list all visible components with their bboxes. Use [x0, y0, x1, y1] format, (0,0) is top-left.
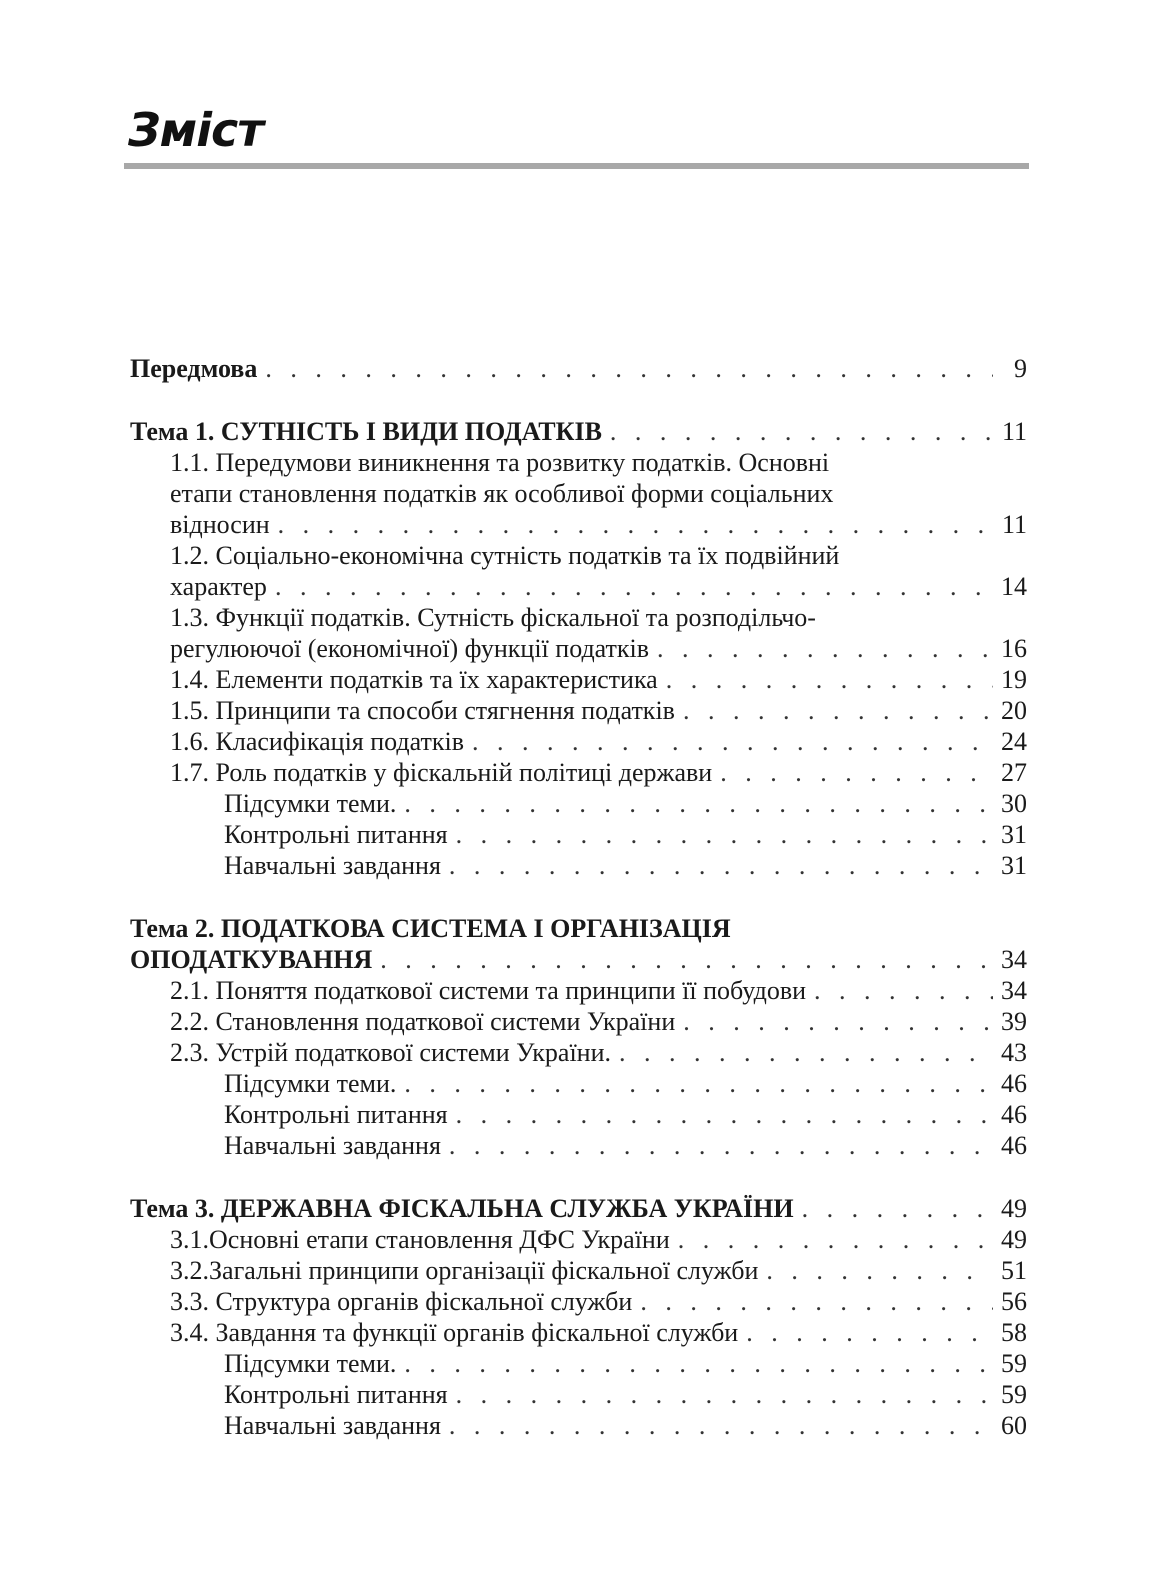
toc-entry-topic-1-tasks[interactable] [130, 850, 1027, 881]
toc-page-number: 49 [1001, 1225, 1027, 1254]
leader-dots [275, 571, 993, 602]
toc-entry-title: Контрольні питання [224, 1100, 448, 1129]
toc-entry-topic-1-summary[interactable] [130, 788, 1027, 819]
toc-entry-line: Тема 2. ПОДАТКОВА СИСТЕМА І ОРГАНІЗАЦІЯ [130, 914, 731, 943]
toc-page-number: 34 [1001, 976, 1027, 1005]
toc-page-number: 60 [1001, 1411, 1027, 1440]
toc-entry-title: Підсумки теми. [224, 1069, 397, 1098]
title-underline [124, 163, 1029, 169]
toc-entry-topic-1[interactable] [130, 416, 1027, 447]
toc-entry-title: Навчальні завдання [224, 1411, 441, 1440]
toc-entry-title: Передмова [130, 354, 258, 383]
toc-entry-title: 3.3. Структура органів фіскальної служби [170, 1287, 633, 1316]
leader-dots [449, 850, 993, 881]
toc-page-number: 20 [1001, 696, 1027, 725]
toc-page-number: 56 [1001, 1287, 1027, 1316]
toc-entry-1-7[interactable] [130, 757, 1027, 788]
toc-page-number: 11 [1001, 510, 1027, 539]
toc-entry-line: характер [170, 572, 267, 601]
toc-entry-title: 1.7. Роль податків у фіскальній політиці держави [170, 758, 713, 787]
toc-entry-title: 3.4. Завдання та функції органів фіскальної служби [170, 1318, 739, 1347]
leader-dots [404, 1068, 993, 1099]
toc-entry-title: 1.4. Елементи податків та їх характеристика [170, 665, 658, 694]
toc-page-number: 59 [1001, 1349, 1027, 1378]
toc-entry-3-4[interactable] [130, 1317, 1027, 1348]
leader-dots [456, 1099, 993, 1130]
toc-page-number: 51 [1001, 1256, 1027, 1285]
leader-dots [449, 1410, 993, 1441]
leader-dots [472, 726, 993, 757]
page-title: Зміст [128, 103, 263, 157]
toc-entry-topic-2[interactable] [130, 913, 1027, 975]
leader-dots [766, 1255, 993, 1286]
leader-dots [404, 1348, 993, 1379]
toc-entry-title: 3.2.Загальні принципи організації фіскальної служби [170, 1256, 759, 1285]
toc-page-number: 46 [1001, 1100, 1027, 1129]
toc-page-number: 58 [1001, 1318, 1027, 1347]
leader-dots [678, 1224, 993, 1255]
toc-entry-preface[interactable] [130, 353, 1027, 384]
toc-entry-line: ОПОДАТКУВАННЯ [130, 945, 373, 974]
toc-entry-topic-3[interactable] [130, 1193, 1027, 1224]
toc-entry-title: Навчальні завдання [224, 1131, 441, 1160]
leader-dots [404, 788, 993, 819]
leader-dots [683, 695, 993, 726]
toc-page-number: 31 [1001, 820, 1027, 849]
toc-page-number: 49 [1001, 1194, 1027, 1223]
toc-entry-topic-2-tasks[interactable] [130, 1130, 1027, 1161]
toc-page-number: 59 [1001, 1380, 1027, 1409]
toc-entry-title: 2.3. Устрій податкової системи України. [170, 1038, 612, 1067]
toc-entry-topic-3-summary[interactable] [130, 1348, 1027, 1379]
toc-entry-3-2[interactable] [130, 1255, 1027, 1286]
toc-entry-topic-2-summary[interactable] [130, 1068, 1027, 1099]
toc-entry-2-1[interactable] [130, 975, 1027, 1006]
toc-entry-line: відносин [170, 510, 270, 539]
toc-page-number: 39 [1001, 1007, 1027, 1036]
toc-entry-topic-3-questions[interactable] [130, 1379, 1027, 1410]
toc-entry-title: Тема 1. СУТНІСТЬ І ВИДИ ПОДАТКІВ [130, 417, 602, 446]
leader-dots [657, 633, 993, 664]
leader-dots [666, 664, 993, 695]
toc-entry-3-1[interactable] [130, 1224, 1027, 1255]
toc-entry-2-2[interactable] [130, 1006, 1027, 1037]
toc-page-number: 11 [1001, 417, 1027, 446]
toc-page-number: 27 [1001, 758, 1027, 787]
toc-entry-2-3[interactable] [130, 1037, 1027, 1068]
toc-entry-1-5[interactable] [130, 695, 1027, 726]
toc-entry-1-6[interactable] [130, 726, 1027, 757]
toc-entry-topic-2-questions[interactable] [130, 1099, 1027, 1130]
toc-entry-title: 1.5. Принципи та способи стягнення податків [170, 696, 675, 725]
leader-dots [265, 353, 993, 384]
toc-entry-line: регулюючої (економічної) функції податків [170, 634, 650, 663]
leader-dots [814, 975, 993, 1006]
toc-page-number: 43 [1001, 1038, 1027, 1067]
toc-entry-title: 3.1.Основні етапи становлення ДФС України [170, 1225, 670, 1254]
toc-page-number: 24 [1001, 727, 1027, 756]
toc-entry-1-2[interactable] [130, 540, 1027, 602]
table-of-contents [130, 353, 1027, 1441]
leader-dots [619, 1037, 993, 1068]
leader-dots [683, 1006, 993, 1037]
toc-page-number: 46 [1001, 1069, 1027, 1098]
toc-page-number: 14 [1001, 572, 1027, 601]
toc-entry-title: Тема 3. ДЕРЖАВНА ФІСКАЛЬНА СЛУЖБА УКРАЇНИ [130, 1194, 794, 1223]
toc-entry-topic-1-questions[interactable] [130, 819, 1027, 850]
toc-entry-line: 1.3. Функції податків. Сутність фіскальної та розподільчо- [170, 603, 816, 632]
toc-entry-title: Підсумки теми. [224, 1349, 397, 1378]
leader-dots [456, 819, 993, 850]
toc-entry-title: Підсумки теми. [224, 789, 397, 818]
leader-dots [802, 1193, 993, 1224]
toc-entry-title: 1.6. Класифікація податків [170, 727, 465, 756]
toc-page-number: 34 [1001, 945, 1027, 974]
leader-dots [278, 509, 993, 540]
toc-entry-title: Навчальні завдання [224, 851, 441, 880]
toc-entry-1-1[interactable] [130, 447, 1027, 540]
leader-dots [610, 416, 993, 447]
leader-dots [720, 757, 993, 788]
toc-page-number: 46 [1001, 1131, 1027, 1160]
toc-entry-title: Контрольні питання [224, 820, 448, 849]
toc-page-number: 19 [1001, 665, 1027, 694]
toc-entry-line: етапи становлення податків як особливої форми соціальних [170, 479, 834, 508]
toc-entry-title: Контрольні питання [224, 1380, 448, 1409]
toc-page-number: 9 [1014, 354, 1027, 383]
leader-dots [456, 1379, 993, 1410]
leader-dots [746, 1317, 993, 1348]
toc-entry-title: 2.2. Становлення податкової системи України [170, 1007, 676, 1036]
toc-page-number: 31 [1001, 851, 1027, 880]
leader-dots [380, 944, 993, 975]
leader-dots [449, 1130, 993, 1161]
toc-page-number: 30 [1001, 789, 1027, 818]
toc-page-number: 16 [1001, 634, 1027, 663]
toc-entry-3-3[interactable] [130, 1286, 1027, 1317]
toc-entry-1-3[interactable] [130, 602, 1027, 664]
toc-entry-line: 1.2. Соціально-економічна сутність податків та їх подвійний [170, 541, 840, 570]
toc-entry-line: 1.1. Передумови виникнення та розвитку податків. Основні [170, 448, 830, 477]
toc-entry-topic-3-tasks[interactable] [130, 1410, 1027, 1441]
toc-entry-1-4[interactable] [130, 664, 1027, 695]
toc-entry-title: 2.1. Поняття податкової системи та принципи її побудови [170, 976, 807, 1005]
leader-dots [640, 1286, 993, 1317]
